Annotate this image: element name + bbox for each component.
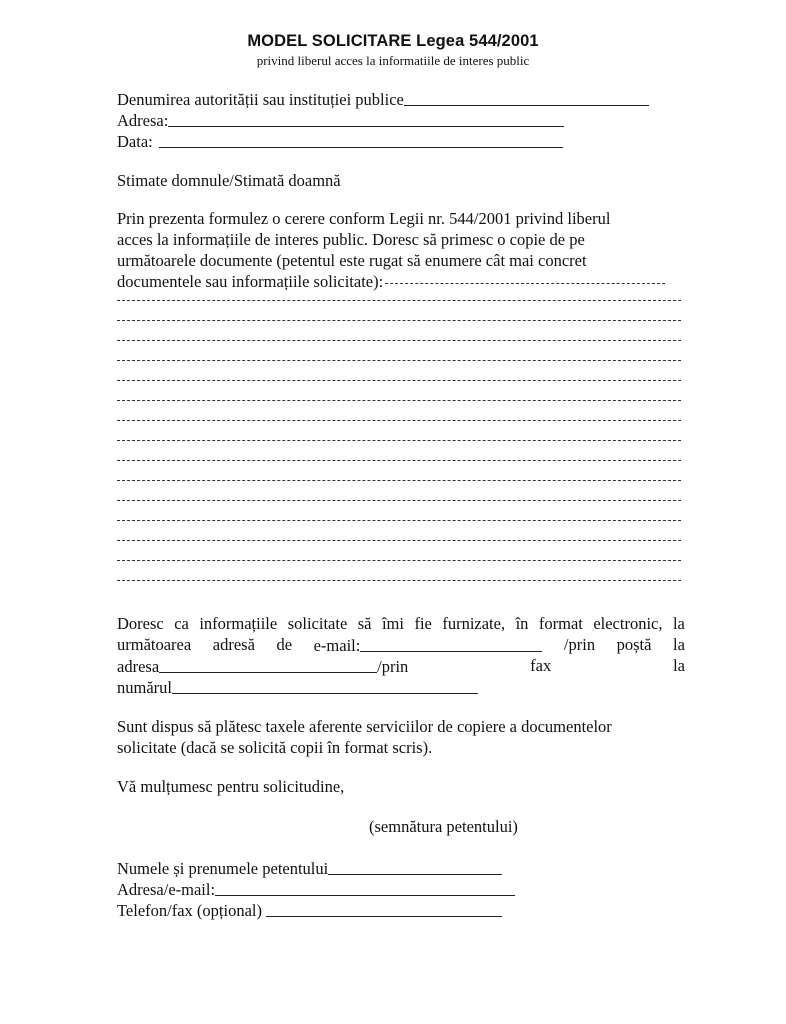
delivery-word: să [357, 614, 372, 633]
request-line-3: următoarele documente (petentul este rugat să enumere cât mai concret [117, 251, 587, 270]
petitioner-phone-field[interactable] [266, 901, 502, 917]
authority-name-field[interactable] [404, 90, 649, 106]
email-field[interactable] [360, 636, 542, 652]
delivery-word: informațiile [199, 614, 278, 633]
documents-line [117, 440, 681, 441]
authority-address-label: Adresa: [117, 111, 169, 130]
delivery-word: poștă [616, 635, 652, 654]
petitioner-address-field[interactable] [215, 880, 515, 896]
signature-label: (semnătura petentului) [369, 817, 518, 836]
delivery-word: la [672, 614, 685, 633]
documents-line [117, 540, 681, 541]
fax-number-label: numărul [117, 678, 172, 697]
petitioner-phone-label: Telefon/fax (opțional) [117, 901, 262, 920]
email-row [314, 635, 543, 656]
request-line-4: documentele sau informațiile solicitate): [117, 272, 384, 291]
delivery-word: solicitate [287, 614, 348, 633]
delivery-word: la [673, 656, 685, 675]
fees-line-2: solicitate (dacă se solicită copii în format scris). [117, 738, 433, 757]
delivery-line-1 [117, 614, 685, 634]
documents-line [117, 580, 681, 581]
delivery-word: Doresc [117, 614, 164, 633]
petitioner-name-field[interactable] [328, 859, 502, 875]
documents-line [117, 500, 681, 501]
delivery-word: furnizate, [442, 614, 506, 633]
petitioner-phone-row [117, 900, 502, 921]
form-title: MODEL SOLICITARE Legea 544/2001 [247, 32, 539, 50]
delivery-word: /prin [563, 635, 596, 654]
date-row [117, 131, 563, 152]
request-line-4-row [117, 272, 665, 292]
delivery-word: electronic, [593, 614, 663, 633]
email-label: e-mail: [313, 636, 361, 655]
documents-line [117, 460, 681, 461]
documents-line [117, 380, 681, 381]
delivery-line-4 [117, 677, 478, 698]
authority-name-label: Denumirea autorității sau instituției publice [117, 90, 404, 109]
greeting: Stimate domnule/Stimată doamnă [117, 171, 341, 190]
petitioner-address-label: Adresa/e-mail: [117, 880, 216, 899]
delivery-word: la [673, 635, 685, 654]
delivery-word: ca [174, 614, 189, 633]
thanks-text: Vă mulțumesc pentru solicitudine, [117, 777, 345, 796]
petitioner-name-label: Numele și prenumele petentului [117, 859, 329, 878]
delivery-word: /prin [377, 657, 409, 676]
delivery-word: în [515, 614, 529, 633]
delivery-word: îmi [381, 614, 404, 633]
delivery-word: fax [530, 656, 552, 675]
postal-address-field[interactable] [159, 657, 377, 673]
petitioner-name-row [117, 858, 502, 879]
delivery-word: de [276, 635, 293, 654]
date-label: Data: [117, 132, 153, 151]
authority-address-field[interactable] [168, 111, 564, 127]
date-field[interactable] [159, 132, 563, 148]
form-subtitle: privind liberul acces la informatiile de interes public [256, 53, 530, 68]
documents-line [117, 300, 681, 301]
delivery-word: următoarea [117, 635, 192, 654]
authority-address-row [117, 110, 564, 131]
documents-line [117, 320, 681, 321]
documents-line [117, 340, 681, 341]
delivery-line-2 [117, 635, 685, 656]
documents-field-first-row[interactable] [385, 283, 665, 284]
delivery-word: format [538, 614, 583, 633]
documents-line [117, 560, 681, 561]
documents-line [117, 400, 681, 401]
postal-address-row [117, 656, 408, 677]
delivery-word: adresă [212, 635, 255, 654]
delivery-word: fie [414, 614, 432, 633]
postal-address-label: adresa [117, 657, 160, 676]
authority-name-row [117, 89, 649, 110]
delivery-line-3 [117, 656, 685, 677]
fees-line-1: Sunt dispus să plătesc taxele aferente serviciilor de copiere a documentelor [117, 717, 612, 736]
documents-line [117, 360, 681, 361]
request-line-2: acces la informațiile de interes public. Doresc să primesc o copie de pe [117, 230, 585, 249]
petitioner-address-row [117, 879, 515, 900]
documents-line [117, 520, 681, 521]
request-line-1: Prin prezenta formulez o cerere conform Legii nr. 544/2001 privind liberul [117, 209, 611, 228]
documents-line [117, 420, 681, 421]
documents-line [117, 480, 681, 481]
fax-number-field[interactable] [172, 678, 478, 694]
